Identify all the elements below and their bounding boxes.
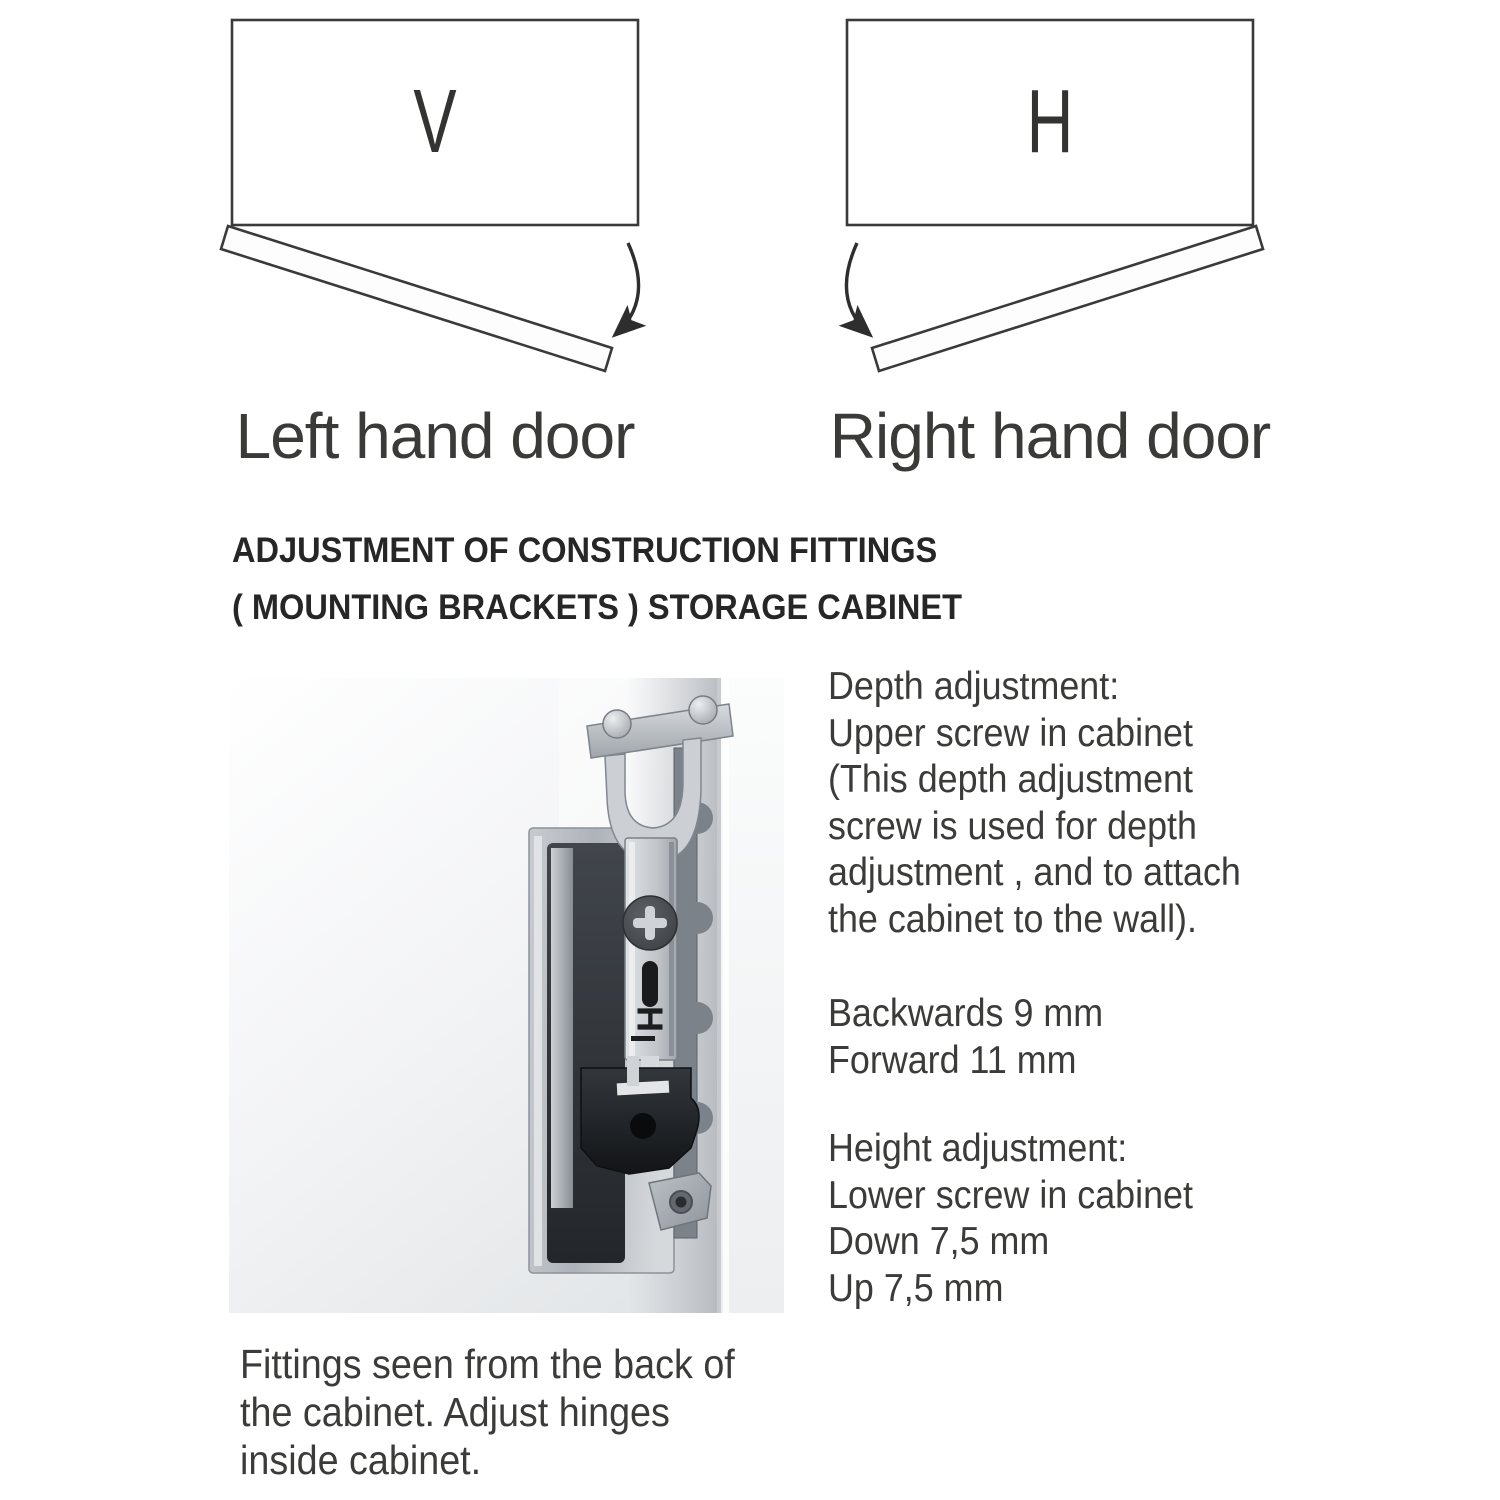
instruction-line: Backwards 9 mm	[828, 992, 1104, 1035]
right-door-diagram	[846, 20, 1263, 371]
right-swing-arrow-icon	[846, 243, 869, 334]
section-heading-line2: ( MOUNTING BRACKETS ) STORAGE CABINET	[232, 588, 962, 627]
caption-line: the cabinet. Adjust hinges	[240, 1389, 670, 1435]
left-rail	[551, 848, 573, 1208]
instruction-line: Lower screw in cabinet	[828, 1173, 1193, 1217]
instruction-line: Depth adjustment:	[828, 665, 1120, 708]
right-door-label: Right hand door	[829, 400, 1271, 472]
clamp-hole	[630, 1113, 656, 1139]
section-heading-line1: ADJUSTMENT OF CONSTRUCTION FITTINGS	[232, 531, 938, 570]
side-panel-highlight	[723, 678, 729, 1313]
section-heading	[232, 522, 962, 636]
instruction-line: (This depth adjustment	[828, 758, 1193, 801]
instruction-column	[828, 664, 1241, 1312]
marking-underline	[631, 1036, 655, 1041]
left-door-label: Left hand door	[235, 400, 635, 472]
caption-line: Fittings seen from the back of	[240, 1341, 735, 1387]
instruction-line: Up 7,5 mm	[828, 1266, 1004, 1310]
adjustment-slot	[642, 961, 658, 1007]
instruction-line: Upper screw in cabinet	[828, 711, 1193, 755]
instruction-line: screw is used for depth	[828, 804, 1197, 848]
instruction-line: Down 7,5 mm	[828, 1220, 1050, 1263]
left-door-panel	[221, 226, 612, 371]
bracket-screw-left	[603, 710, 631, 738]
instruction-line: adjustment , and to attach	[828, 851, 1241, 894]
instruction-line: the cabinet to the wall).	[828, 897, 1197, 941]
side-panel	[721, 678, 784, 1313]
right-cabinet-letter: H	[1026, 70, 1074, 172]
height-adjustment-paragraph	[828, 1126, 1241, 1312]
left-cabinet-letter: V	[413, 70, 457, 172]
photo-caption	[240, 1340, 735, 1484]
bracket-screw-right	[689, 696, 717, 724]
instruction-line: Forward 11 mm	[828, 1038, 1077, 1082]
left-swing-arrow-icon	[616, 243, 639, 334]
instruction-line: Height adjustment:	[828, 1127, 1128, 1170]
depth-range-paragraph	[828, 991, 1241, 1084]
side-panel-edge	[717, 678, 721, 1313]
phillips-screw-icon	[623, 896, 677, 950]
depth-adjustment-paragraph	[828, 664, 1241, 943]
right-door-panel	[872, 226, 1263, 371]
mounting-plate-highlight	[534, 836, 542, 1266]
left-door-diagram	[221, 20, 639, 371]
fitting-photo	[229, 678, 784, 1313]
fitting-h-marking: H	[629, 1006, 671, 1032]
caption-line: inside cabinet.	[240, 1437, 482, 1483]
clamp-pin	[627, 1056, 639, 1086]
